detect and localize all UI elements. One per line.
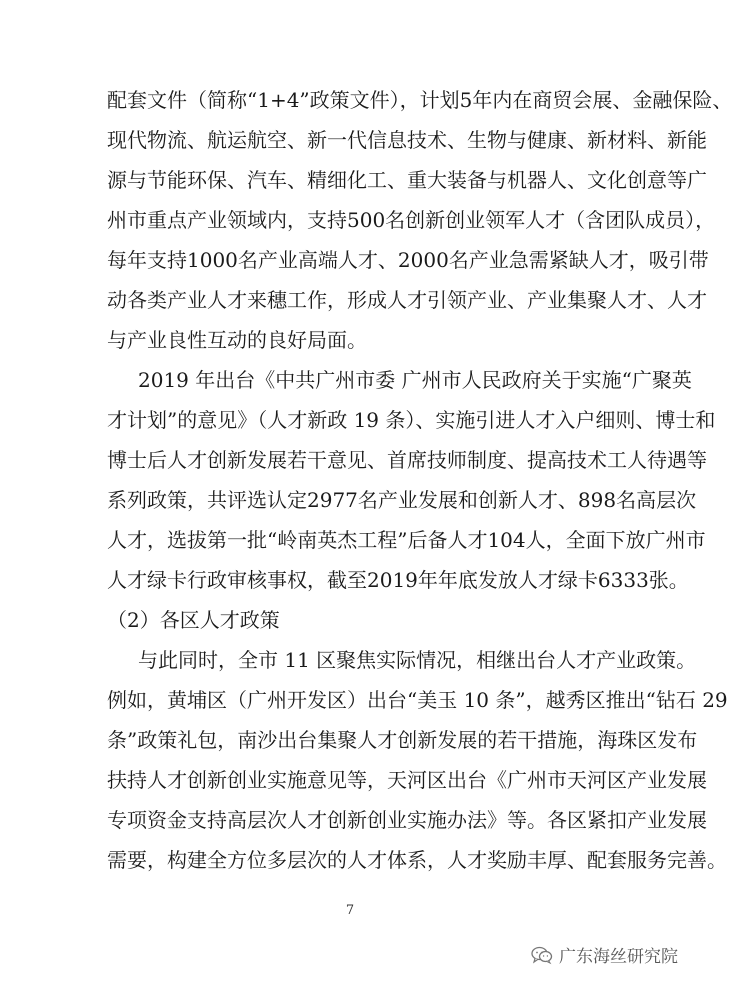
paragraph-line: 条”政策礼包，南沙出台集聚人才创新发展的若干措施，海珠区发布	[107, 728, 698, 752]
paragraph-line: 人才绿卡行政审核事权，截至2019年年底发放人才绿卡6333张。	[107, 568, 689, 592]
paragraph-line: 扶持人才创新创业实施意见等，天河区出台《广州市天河区产业发展	[107, 768, 707, 792]
paragraph-line: 2019 年出台《中共广州市委 广州市人民政府关于实施“广聚英	[138, 368, 692, 392]
paragraph-line: 系列政策，共评选认定2977名产业发展和创新人才、898名高层次	[107, 488, 697, 512]
paragraph-line: 现代物流、航运航空、新一代信息技术、生物与健康、新材料、新能	[107, 128, 707, 152]
paragraph-line: 与产业良性互动的良好局面。	[107, 328, 367, 352]
wechat-icon	[531, 946, 553, 964]
paragraph-line: 博士后人才创新发展若干意见、首席技师制度、提高技术工人待遇等	[107, 448, 707, 472]
paragraph-line: 与此同时，全市 11 区聚焦实际情况，相继出台人才产业政策。	[138, 648, 697, 672]
paragraph-line: 需要，构建全方位多层次的人才体系，人才奖励丰厚、配套服务完善。	[107, 848, 727, 872]
paragraph-line: 例如，黄埔区（广州开发区）出台“美玉 10 条”，越秀区推出“钻石 29	[107, 688, 728, 712]
paragraph-line: 才计划”的意见》（人才新政 19 条）、实施引进人才入户细则、博士和	[107, 408, 716, 432]
paragraph-line: 专项资金支持高层次人才创新创业实施办法》等。各区紧扣产业发展	[107, 808, 707, 832]
paragraph-line: 配套文件（简称“1+4”政策文件），计划5年内在商贸会展、金融保险、	[107, 88, 732, 112]
paragraph-line: 每年支持1000名产业高端人才、2000名产业急需紧缺人才，吸引带	[107, 248, 709, 272]
paragraph-line: 州市重点产业领域内，支持500名创新创业领军人才（含团队成员），	[107, 208, 716, 232]
paragraph-line: 人才，选拔第一批“岭南英杰工程”后备人才104人，全面下放广州市	[107, 528, 706, 552]
page-number: 7	[345, 903, 355, 918]
watermark-text: 广东海丝研究院	[559, 947, 678, 967]
paragraph-line: 动各类产业人才来穗工作，形成人才引领产业、产业集聚人才、人才	[107, 288, 707, 312]
watermark	[531, 942, 678, 967]
section-heading: （2）各区人才政策	[107, 608, 280, 632]
paragraph-line: 源与节能环保、汽车、精细化工、重大装备与机器人、文化创意等广	[107, 168, 707, 192]
